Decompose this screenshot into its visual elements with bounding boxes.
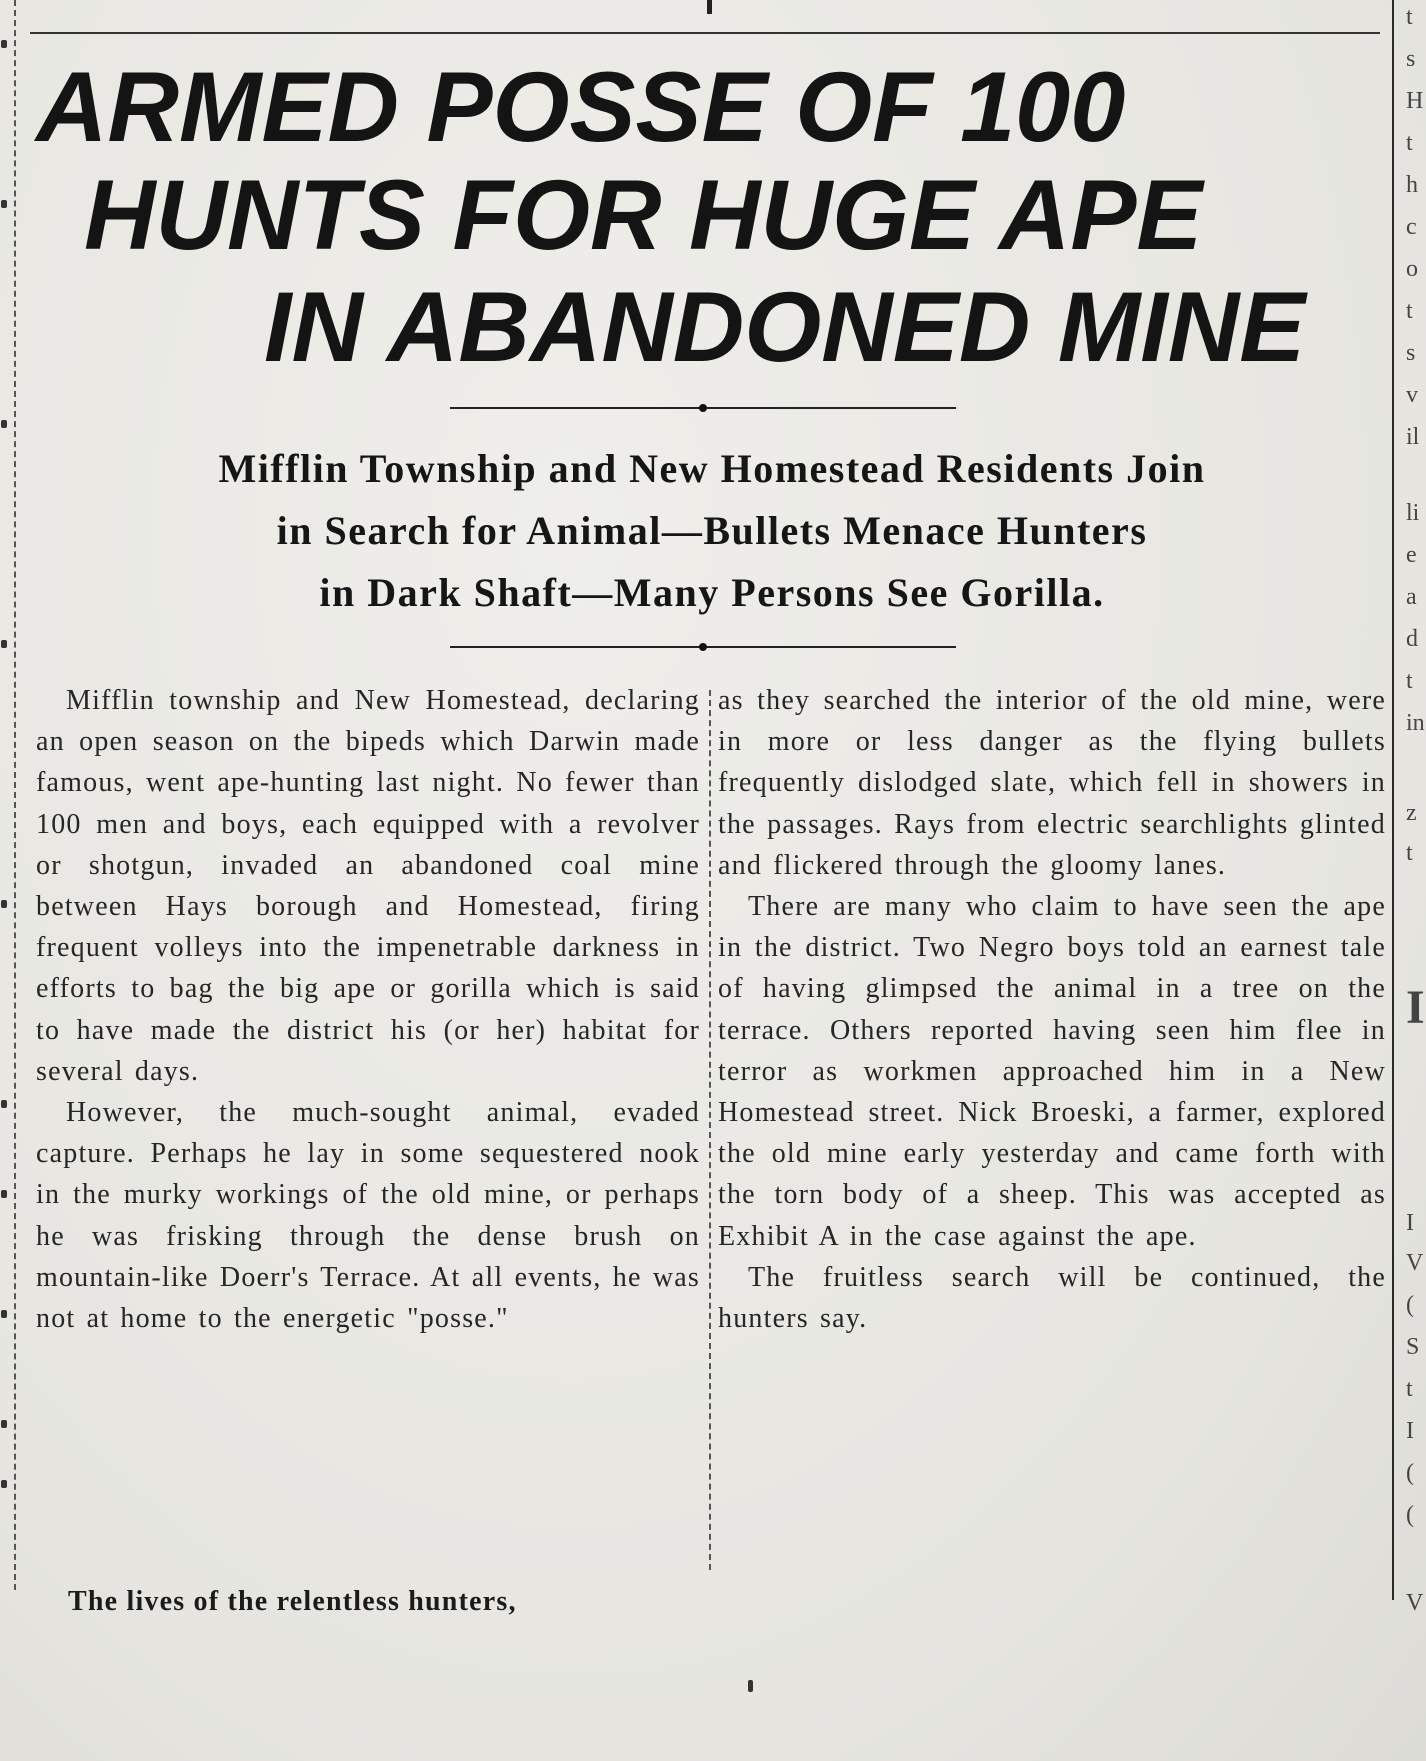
article-column-1 xyxy=(36,680,700,1339)
paragraph: However, the much-sought animal, evaded capture. Perhaps he lay in some sequestered nook in the murky workings of the old mine, or perhaps he was frisking through the dense brush on mountain-like Doerr's Terrace. At all events, he was not at home to the energetic "posse." xyxy=(36,1097,700,1335)
paragraph: There are many who claim to have seen the ape in the district. Two Negro boys told an earnest tale of having glimpsed the animal in a tree on the terrace. Others reported having seen him flee in terror as workmen approached him in a New Homestead street. Nick Broeski, a farmer, explored the old mine early yesterday and came forth with the torn body of a sheep. This was accepted as Exhibit A in the case against the ape. xyxy=(718,891,1386,1252)
column-1-last-line: The lives of the relentless hunters, xyxy=(68,1586,517,1617)
column-tick-mark xyxy=(707,0,712,14)
deck-divider xyxy=(450,646,956,648)
headline-line-1: ARMED POSSE OF 100 xyxy=(36,51,1126,162)
subheadline-deck xyxy=(32,438,1392,624)
divider-dot xyxy=(699,643,707,651)
top-rule xyxy=(30,32,1380,34)
print-speck xyxy=(748,1680,753,1692)
deck-line-2: in Search for Animal—Bullets Menace Hunters xyxy=(276,508,1148,553)
left-page-margin xyxy=(0,0,12,1761)
article-column-2 xyxy=(718,680,1386,1339)
divider-dot xyxy=(699,404,707,412)
headline-line-3: IN ABANDONED MINE xyxy=(264,271,1306,382)
deck-line-3: in Dark Shaft—Many Persons See Gorilla. xyxy=(319,570,1105,615)
deck-line-1: Mifflin Township and New Homestead Residents Join xyxy=(218,446,1206,491)
right-column-rule xyxy=(1392,0,1394,1600)
paragraph: Mifflin township and New Homestead, declaring an open season on the bipeds which Darwin made famous, went ape-hunting last night. No fewer than 100 men and boys, each equipped with a revolver or shotgun, invaded an abandoned coal mine between Hays borough and Homestead, firing frequent volleys into the impenetrable darkness in efforts to bag the big ape or gorilla which is said to have made the district his (or her) habitat for several days. xyxy=(36,685,700,1087)
paragraph: The fruitless search will be continued, the hunters say. xyxy=(718,1261,1386,1335)
headline-divider xyxy=(450,407,956,409)
paragraph: as they searched the interior of the old mine, were in more or less danger as the flying bullets frequently dislodged slate, which fell in showers in the passages. Rays from electric searchlights glinted and flickered through the gloomy lanes. xyxy=(718,685,1386,881)
left-column-rule xyxy=(14,0,18,1590)
headline-line-2: HUNTS FOR HUGE APE xyxy=(84,159,1203,270)
adjacent-column-fragment: t s H t h c o t s v il li e a d t in z t I I V ( S t I ( ( V xyxy=(1406,4,1425,1616)
column-divider-rule xyxy=(709,690,711,1570)
